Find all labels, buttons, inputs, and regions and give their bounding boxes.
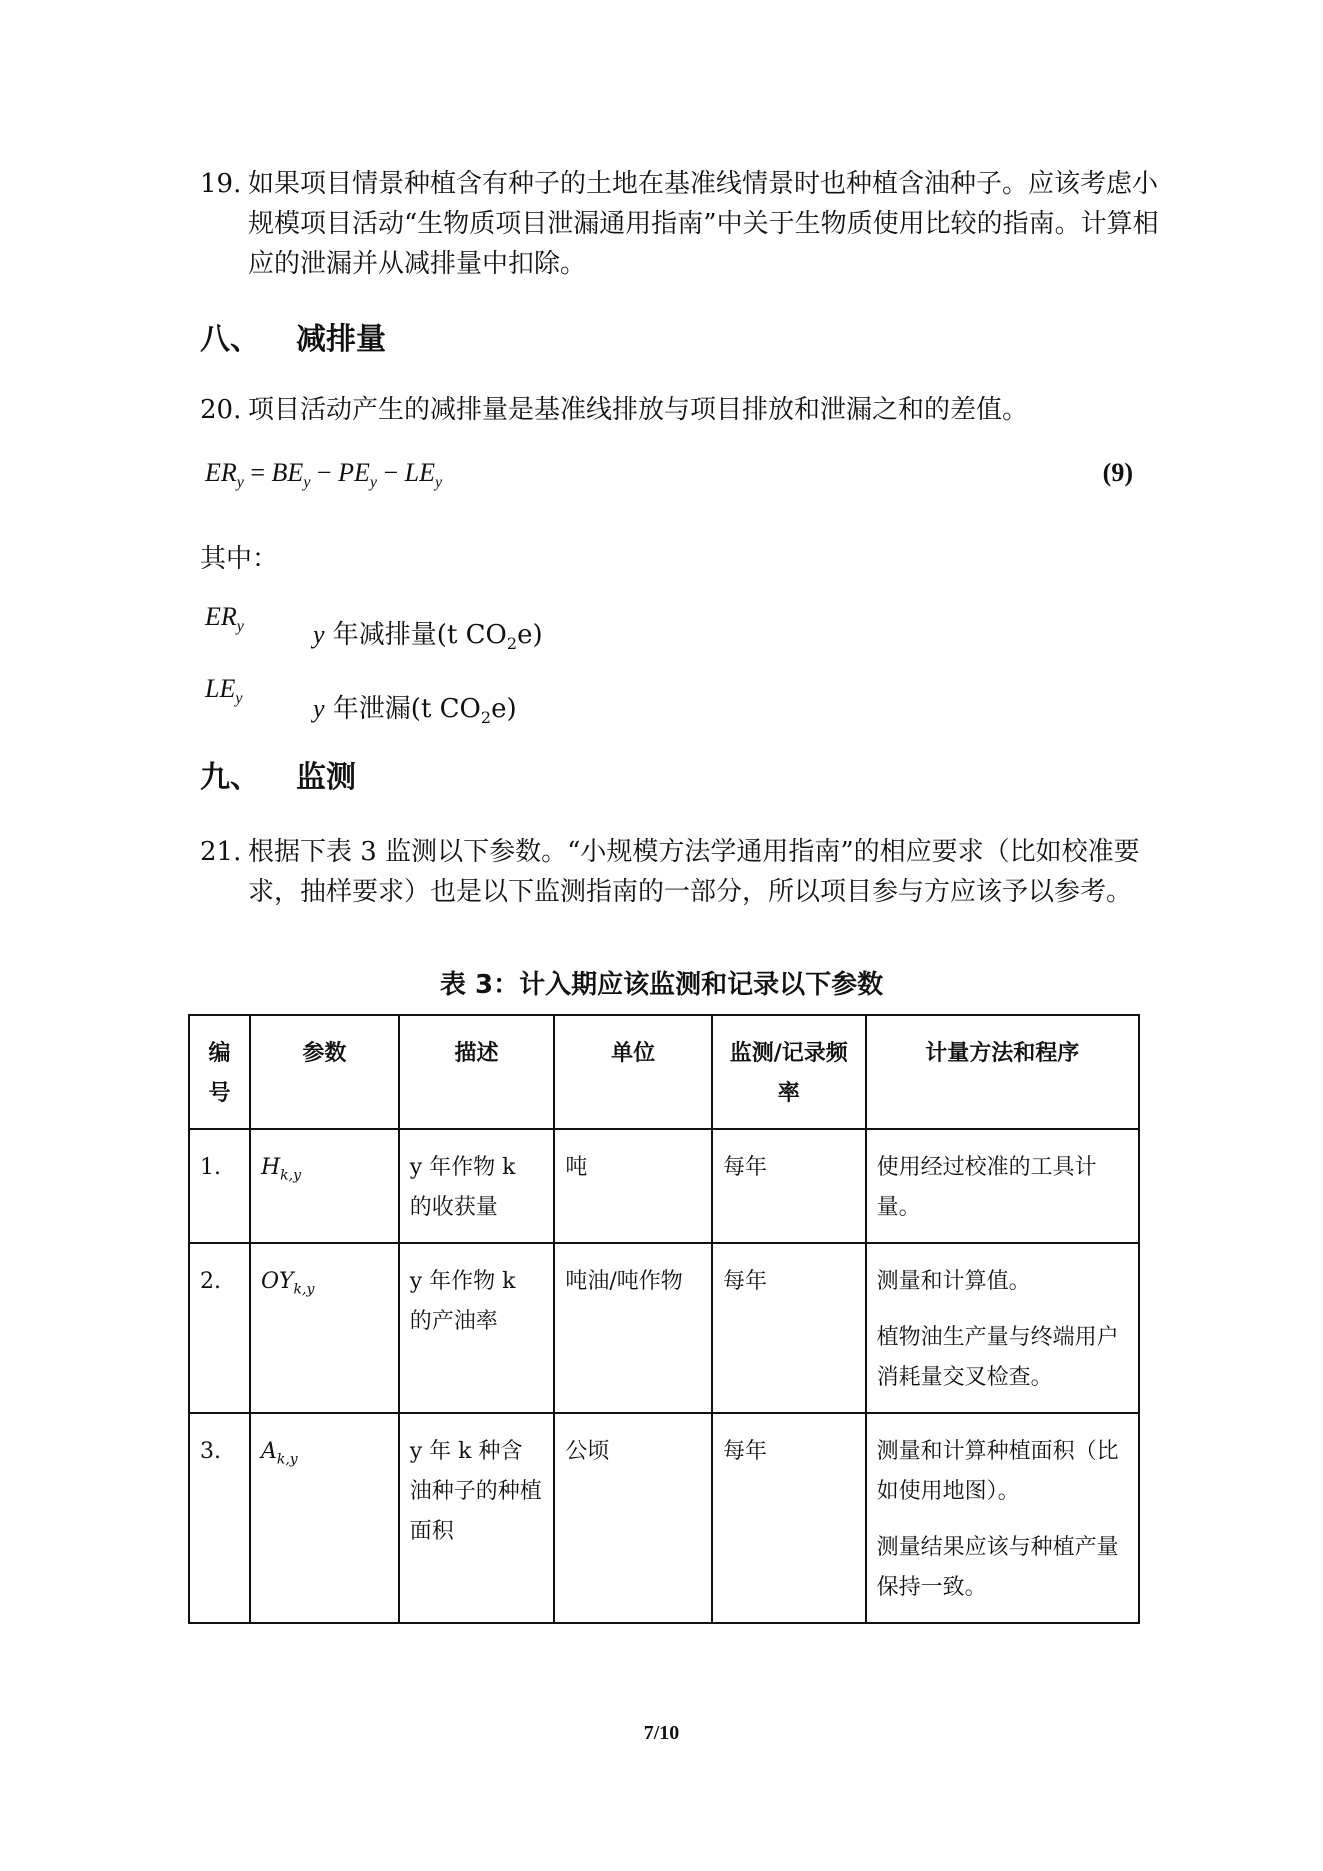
cell-parameter [250, 1243, 399, 1413]
paragraph-text: 项目活动产生的减排量是基准线排放与项目排放和泄漏之和的差值。 [248, 395, 1029, 425]
paragraph-20 [200, 390, 1178, 430]
paragraph-text: 根据下表 3 监测以下参数。“小规模方法学通用指南”的相应要求（比如校准要求，抽样要求）也是以下监测指南的一部分，所以项目参与方应该予以参考。 [248, 837, 1140, 907]
paragraph-number: 21. [200, 837, 242, 867]
cell-parameter [250, 1129, 399, 1243]
eq-le: LE [404, 458, 435, 487]
cell-description: y 年作物 k 的收获量 [399, 1129, 555, 1243]
var-post: e) [491, 694, 517, 724]
eq-sub: y [434, 474, 443, 492]
var-sym: LE [205, 674, 236, 703]
header-parameter: 参数 [250, 1015, 399, 1129]
cell-parameter [250, 1413, 399, 1623]
var-desc-text: 年减排量(t CO [324, 620, 507, 650]
param-symbol: A [260, 1439, 277, 1464]
table-row [189, 1413, 1139, 1623]
cell-description: y 年 k 种含油种子的种植面积 [399, 1413, 555, 1623]
section-heading-8 [200, 314, 386, 358]
eq-sub: y [236, 474, 244, 492]
param-symbol: H [260, 1155, 281, 1180]
eq-minus: − [310, 458, 339, 487]
table-row [189, 1243, 1139, 1413]
table-row [189, 1129, 1139, 1243]
table-header-row [189, 1015, 1139, 1129]
paragraph-19 [200, 164, 1178, 284]
procedure-text: 使用经过校准的工具计量。 [876, 1155, 1097, 1220]
var-pre: y [313, 620, 325, 649]
section-title: 监测 [296, 760, 356, 795]
cell-number: 1. [189, 1129, 250, 1243]
cell-procedure [866, 1129, 1139, 1243]
paragraph-number: 20. [200, 395, 242, 425]
header-frequency: 监测/记录频率 [712, 1015, 866, 1129]
cell-description: y 年作物 k 的产油率 [399, 1243, 555, 1413]
cell-frequency: 每年 [712, 1413, 866, 1623]
var-sub: y [236, 618, 244, 636]
variable-description [313, 688, 517, 727]
param-sub: k,y [280, 1167, 301, 1184]
header-number: 编号 [189, 1015, 250, 1129]
cell-frequency: 每年 [712, 1243, 866, 1413]
cell-procedure [866, 1243, 1139, 1413]
section-number: 九、 [200, 760, 260, 795]
header-description: 描述 [399, 1015, 555, 1129]
section-number: 八、 [200, 322, 260, 357]
procedure-text: 测量结果应该与种植产量保持一致。 [876, 1535, 1119, 1600]
co2-sub: 2 [480, 708, 492, 728]
section-heading-9 [200, 752, 356, 796]
procedure-text: 测量和计算种植面积（比如使用地图）。 [876, 1439, 1119, 1504]
variable-description [313, 614, 543, 653]
variable-symbol [205, 674, 242, 708]
cell-unit: 公顷 [554, 1413, 712, 1623]
section-title: 减排量 [296, 322, 386, 357]
paragraph-21 [200, 832, 1178, 912]
where-label: 其中： [200, 544, 279, 574]
cell-procedure [866, 1413, 1139, 1623]
eq-equals: = [243, 458, 272, 487]
var-desc-text: 年泄漏(t CO [324, 694, 481, 724]
cell-unit: 吨 [554, 1129, 712, 1243]
var-pre: y [313, 694, 325, 723]
param-symbol: OY [260, 1269, 294, 1294]
co2-sub: 2 [506, 634, 518, 654]
cell-frequency: 每年 [712, 1129, 866, 1243]
var-sub: y [235, 690, 243, 708]
table-caption: 表 3：计入期应该监测和记录以下参数 [439, 970, 884, 1000]
var-sym: ER [205, 602, 237, 631]
equation-number: (9) [1102, 458, 1133, 487]
parameters-table [188, 1014, 1140, 1624]
equation-9 [205, 458, 442, 492]
eq-er: ER [205, 458, 237, 487]
eq-minus: − [376, 458, 405, 487]
param-sub: k,y [293, 1281, 315, 1298]
header-unit: 单位 [554, 1015, 712, 1129]
cell-number: 2. [189, 1243, 250, 1413]
param-sub: k,y [276, 1451, 298, 1468]
eq-be: BE [271, 458, 304, 487]
eq-pe: PE [338, 458, 370, 487]
variable-symbol [205, 602, 244, 636]
cell-number: 3. [189, 1413, 250, 1623]
cell-unit: 吨油/吨作物 [554, 1243, 712, 1413]
paragraph-text: 如果项目情景种植含有种子的土地在基准线情景时也种植含油种子。应该考虑小规模项目活动“生物质项目泄漏通用指南”中关于生物质使用比较的指南。计算相应的泄漏并从减排量中扣除。 [248, 169, 1159, 279]
eq-sub: y [303, 474, 311, 492]
eq-sub: y [369, 474, 377, 492]
header-procedure: 计量方法和程序 [866, 1015, 1139, 1129]
page-number: 7/10 [643, 1722, 680, 1744]
var-post: e) [517, 620, 543, 650]
procedure-text: 测量和计算值。 [876, 1269, 1031, 1294]
paragraph-number: 19. [200, 169, 242, 199]
procedure-text: 植物油生产量与终端用户消耗量交叉检查。 [876, 1325, 1119, 1390]
